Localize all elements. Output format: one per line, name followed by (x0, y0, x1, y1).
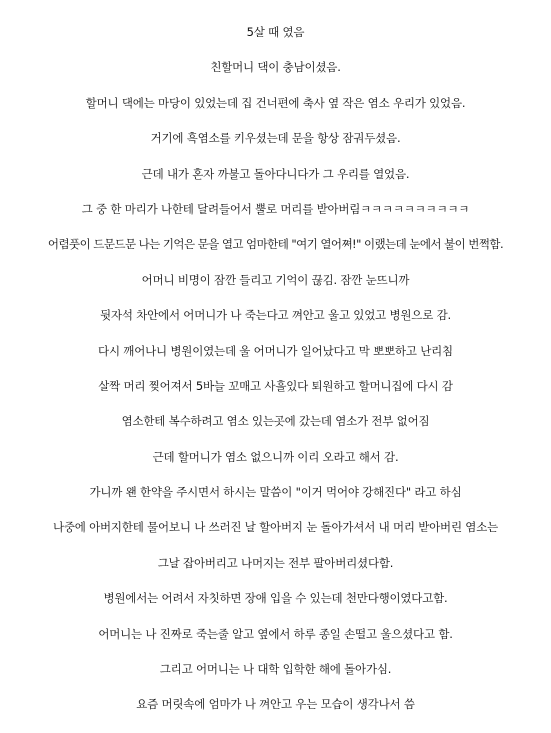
story-line: 5살 때 였음 (246, 25, 305, 39)
story-text-block (0, 25, 551, 733)
story-line: 어머니는 나 진짜로 죽는줄 알고 옆에서 하루 종일 손떨고 울으셨다고 함. (98, 626, 453, 641)
story-line: 할머니 댁에는 마당이 있었는데 집 건너편에 축사 옆 작은 염소 우리가 있었음. (85, 95, 466, 110)
story-line: 친할머니 댁이 충남이셨음. (210, 60, 341, 75)
story-line: 살짝 머리 찢어져서 5바늘 꼬매고 사흘있다 퇴원하고 할머니집에 다시 감 (98, 378, 453, 393)
story-line: 어머니 비명이 잠깐 들리고 기억이 끊김. 잠깐 눈뜨니까 (141, 272, 410, 287)
story-line: 뒷자석 차안에서 어머니가 나 죽는다고 껴안고 울고 있었고 병원으로 감. (100, 308, 451, 323)
story-line: 가니까 왠 한약을 주시면서 하시는 말씀이 "이거 먹어야 강해진다" 라고 하심 (89, 485, 462, 500)
story-line: 그날 잡아버리고 나머지는 전부 팔아버리셨다함. (157, 555, 394, 570)
story-line: 나중에 아버지한테 물어보니 나 쓰러진 날 할아버지 눈 돌아가셔서 내 머리 받아버린 염소는 (52, 520, 499, 535)
story-line: 염소한테 복수하려고 염소 있는곳에 갔는데 염소가 전부 없어짐 (121, 414, 430, 429)
story-line: 다시 깨어나니 병원이였는데 울 어머니가 일어났다고 막 뽀뽀하고 난리침 (98, 343, 453, 358)
story-line: 어렴풋이 드문드문 나는 기억은 문을 열고 엄마한테 "여기 열어쪄!" 이랬는데 눈에서 불이 번쩍함. (47, 237, 504, 252)
story-line: 그리고 어머니는 나 대학 입학한 해에 돌아가심. (159, 662, 392, 677)
story-line: 근데 할머니가 염소 없으니까 이리 오라고 해서 감. (152, 449, 399, 464)
story-line: 그 중 한 마리가 나한테 달려들어서 뿔로 머리를 받아버림ㅋㅋㅋㅋㅋㅋㅋㅋㅋㅋ (81, 201, 470, 216)
story-line: 근데 내가 혼자 까불고 돌아다니다가 그 우리를 열었음. (141, 166, 410, 181)
story-line: 거기에 흑염소를 키우셨는데 문을 항상 잠궈두셨음. (150, 131, 401, 146)
story-line: 요즘 머릿속에 엄마가 나 껴안고 우는 모습이 생각나서 씀 (136, 697, 415, 712)
story-line: 병원에서는 어려서 자칫하면 장애 입을 수 있는데 천만다행이였다고함. (103, 591, 448, 606)
